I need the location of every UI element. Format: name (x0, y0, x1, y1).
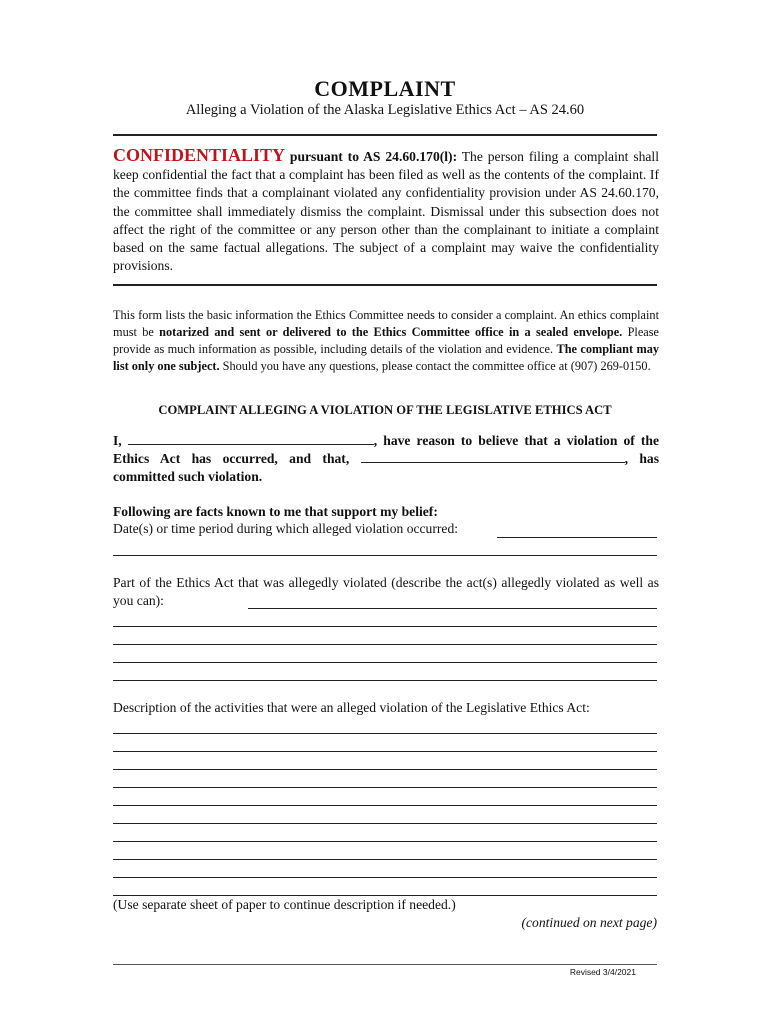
description-line[interactable] (113, 895, 657, 896)
violation-date-row (113, 521, 659, 537)
violated-part-line-1[interactable] (248, 608, 657, 609)
description-line[interactable] (113, 877, 657, 878)
violated-part-line-4[interactable] (113, 662, 657, 663)
confidentiality-lead: pursuant to AS 24.60.170(l): (289, 149, 458, 164)
violated-part-line-2[interactable] (113, 626, 657, 627)
description-line[interactable] (113, 859, 657, 860)
description-line[interactable] (113, 805, 657, 806)
page-title: COMPLAINT (314, 76, 456, 101)
description-line[interactable] (113, 769, 657, 770)
description-line[interactable] (113, 787, 657, 788)
violation-date-line-2[interactable] (113, 555, 657, 556)
instructions-bold-2: The compliant may list only one subject. (113, 342, 660, 373)
description-line[interactable] (113, 823, 657, 824)
statement-text-2: , have reason to believe that a violation of the Ethics Act has occurred, and that, (113, 433, 659, 466)
description-line[interactable] (113, 733, 657, 734)
revision-date: Revised 3/4/2021 (569, 967, 636, 977)
description-label: Description of the activities that were an alleged violation of the Legislative Ethics Act: (113, 700, 590, 715)
complainant-name-field[interactable] (128, 432, 374, 445)
description-line[interactable] (113, 751, 657, 752)
header-divider (113, 134, 657, 136)
instructions-bold-1: notarized and sent or delivered to the Ethics Committee office in a sealed envelope. (159, 325, 623, 339)
footer-divider (113, 964, 657, 965)
section-heading: COMPLAINT ALLEGING A VIOLATION OF THE LEGISLATIVE ETHICS ACT (158, 403, 612, 417)
instructions-text-1: This form lists the basic information the Ethics Committee needs to consider a complaint. An ethics complaint must be (113, 308, 659, 339)
statement-text-3: , has committed such violation. (113, 451, 659, 484)
continuation-note: (Use separate sheet of paper to continue description if needed.) (113, 897, 456, 912)
instructions-text-2: Please provide as much information as possible, including details of the violation and evidence. (113, 325, 659, 356)
statement-text-1: I, (113, 433, 122, 448)
subject-name-field[interactable] (361, 450, 625, 463)
instructions-paragraph (113, 307, 659, 375)
violated-part-line-5[interactable] (113, 680, 657, 681)
violation-date-label: Date(s) or time period during which alleged violation occurred: (113, 521, 459, 536)
confidentiality-notice (113, 146, 659, 275)
confidentiality-label: CONFIDENTIALITY (113, 145, 286, 165)
facts-heading: Following are facts known to me that support my belief: (113, 504, 438, 519)
confidentiality-divider (113, 284, 657, 286)
violated-part-label: Part of the Ethics Act that was allegedly violated (describe the act(s) allegedly violated as well as you can): (113, 575, 659, 608)
violated-part-line-3[interactable] (113, 644, 657, 645)
confidentiality-text: The person filing a complaint shall keep confidential the fact that a complaint has been filed as well as the contents of the complaint. If the committee finds that a complainant violated any confidentiality provision under AS 24.60.170, the committee shall immediately dismiss the complaint. Dismissal under this subsection does not affect the right of the committee or any person other than the complainant to initiate a complaint based on the same factual allegations. The subject of a complaint may waive the confidentiality provisions. (113, 149, 659, 274)
description-line[interactable] (113, 841, 657, 842)
violation-date-field[interactable] (497, 537, 657, 538)
complaint-statement (113, 432, 659, 486)
page-subtitle: Alleging a Violation of the Alaska Legislative Ethics Act – AS 24.60 (185, 102, 585, 118)
continued-note: (continued on next page) (521, 915, 657, 930)
instructions-text-3: Should you have any questions, please contact the committee office at (907) 269-0150. (219, 359, 651, 373)
